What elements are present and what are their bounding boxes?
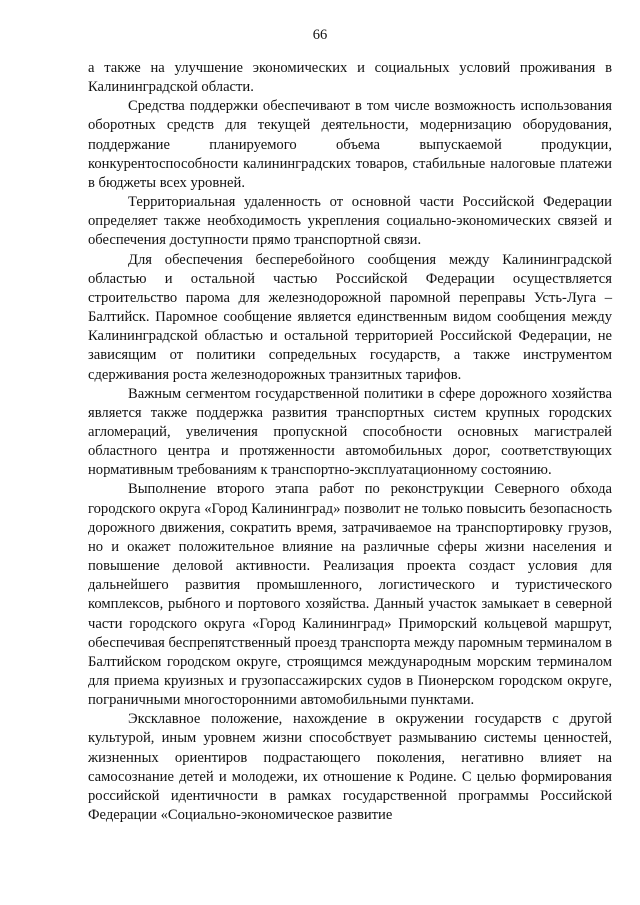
paragraph-support-measures: Средства поддержки обеспечивают в том числе возможность использования оборотных средств для текущей деятельности, модернизацию оборудования, поддержание планируемого объема выпускаемой продукции, конкурентоспособности калининградских товаров, стабильные налоговые платежи в бюджеты всех уровней. xyxy=(88,98,612,191)
paragraph-continuation: а также на улучшение экономических и социальных условий проживания в Калининградской области. xyxy=(88,60,612,96)
document-body xyxy=(88,59,612,825)
page-number: 66 xyxy=(312,27,328,43)
paragraph-road-policy: Важным сегментом государственной политики в сфере дорожного хозяйства является также поддержка развития транспортных систем крупных городских агломераций, увеличения пропускной способности основных магистралей областного центра и протяженности автомобильных дорог, соответствующих нормативным требованиям к транспортно-эксплуатационному состоянию. xyxy=(88,385,612,479)
paragraph-ferry-connection: Для обеспечения бесперебойного сообщения между Калининградской областью и остальной частью Российской Федерации осуществляется строительство парома для железнодорожной паромной переправы Усть-Луга – Балтийск. Паромное сообщение является единственным видом сообщения между Калининградской областью и остальной территорией Российской Федерации, не зависящим от политики сопредельных государств, а также инструментом сдерживания роста железнодорожных транзитных тарифов. xyxy=(88,251,612,383)
paragraph-exclave-position: Эксклавное положение, нахождение в окружении государств с другой культурой, иным уровнем жизни способствует размыванию системы ценностей, жизненных ориентиров подрастающего поколения, негативно влияет на самосознание детей и молодежи, их отношение к Родине. С целью формирования российской идентичности в рамках государственной программы Российской Федерации «Социально-экономическое развитие xyxy=(88,711,612,824)
paragraph-northern-bypass: Выполнение второго этапа работ по реконструкции Северного обхода городского округа «Город Калининград» позволит не только повысить безопасность дорожного движения, сократить время, затрачиваемое на транспортировку грузов, но и окажет положительное влияние на различные сферы жизни населения и повышение деловой активности. Реализация проекта создаст условия для дальнейшего развития промышленного, логистического и туристического комплексов, рыбного и портового хозяйства. Данный участок замыкает в северной части городского округа «Город Калининград» Приморский кольцевой маршрут, обеспечивая беспрепятственный проезд транспорта между паромным терминалом в Балтийском городском округе, строящимся международным морским терминалом для приема круизных и грузопассажирских судов в Пионерском городском округе, пограничными многосторонними автомобильными пунктами. xyxy=(88,481,612,709)
paragraph-territorial-remoteness: Территориальная удаленность от основной части Российской Федерации определяет также необходимость укрепления социально-экономических связей и обеспечения доступности прямо транспортной связи. xyxy=(88,194,612,249)
